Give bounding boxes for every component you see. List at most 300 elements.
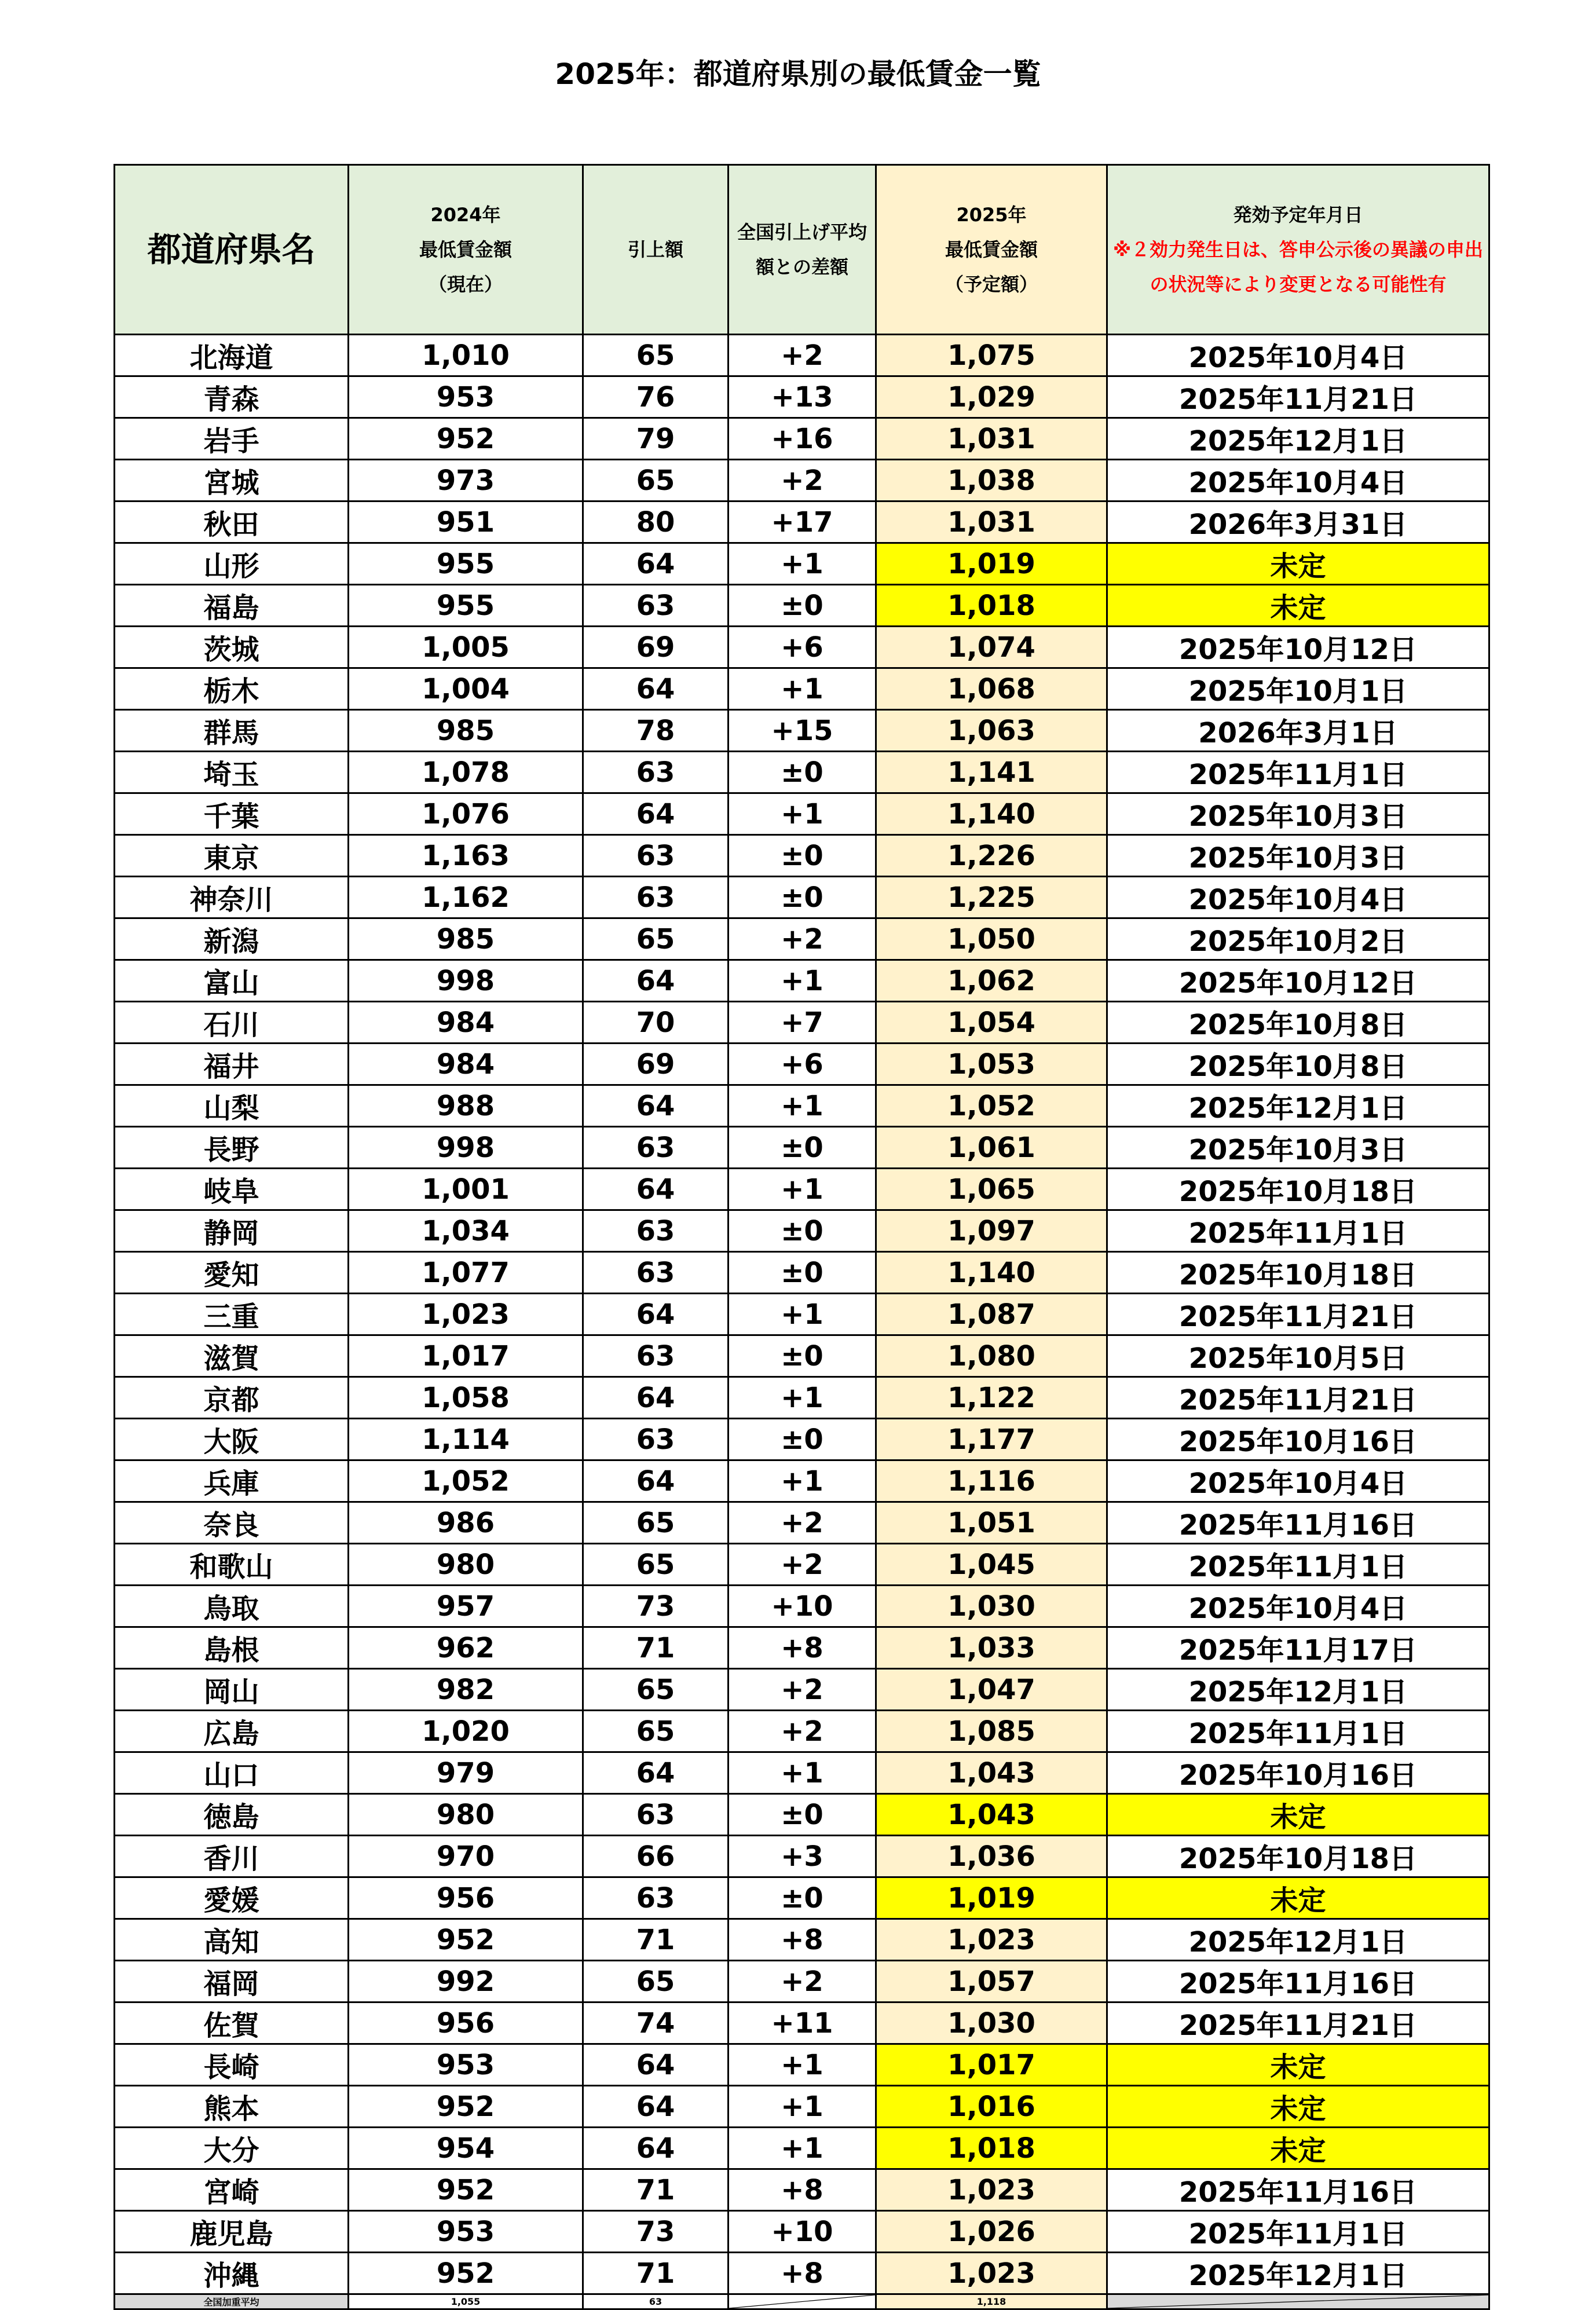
cell-wage-2024: 952 — [349, 418, 583, 460]
cell-wage-2025: 1,019 — [876, 1877, 1107, 1919]
table-row — [115, 460, 1489, 501]
table-row — [115, 1836, 1489, 1877]
table-row — [115, 918, 1489, 960]
cell-raise: 65 — [583, 460, 729, 501]
cell-prefecture: 大分 — [115, 2128, 349, 2169]
table-row — [115, 501, 1489, 543]
diagonal-line — [1108, 2295, 1488, 2308]
cell-wage-2025: 1,023 — [876, 1919, 1107, 1961]
cell-raise: 63 — [583, 1210, 729, 1252]
cell-diff: +1 — [729, 1377, 876, 1419]
table-row — [115, 1544, 1489, 1586]
cell-prefecture: 神奈川 — [115, 877, 349, 918]
cell-wage-2024: 1,078 — [349, 752, 583, 793]
cell-wage-2025: 1,016 — [876, 2086, 1107, 2128]
cell-wage-2024: 973 — [349, 460, 583, 501]
cell-wage-2024: 1,034 — [349, 1210, 583, 1252]
cell-diff: +8 — [729, 1919, 876, 1961]
cell-wage-2024: 953 — [349, 2211, 583, 2253]
table-body — [115, 335, 1489, 2294]
cell-wage-2024: 956 — [349, 1877, 583, 1919]
cell-raise: 64 — [583, 2128, 729, 2169]
cell-effective-date: 未定 — [1107, 585, 1489, 627]
cell-raise: 63 — [583, 1877, 729, 1919]
cell-raise: 71 — [583, 1919, 729, 1961]
cell-effective-date: 2025年11月17日 — [1107, 1627, 1489, 1669]
cell-diff: +2 — [729, 335, 876, 376]
cell-wage-2024: 984 — [349, 1044, 583, 1085]
cell-raise: 70 — [583, 1002, 729, 1044]
cell-diff: ±0 — [729, 752, 876, 793]
cell-effective-date: 2025年11月1日 — [1107, 1210, 1489, 1252]
cell-effective-date: 2025年11月16日 — [1107, 1502, 1489, 1544]
cell-raise: 65 — [583, 1544, 729, 1586]
cell-effective-date: 2025年11月21日 — [1107, 2003, 1489, 2044]
table-row — [115, 1044, 1489, 1085]
cell-diff: +2 — [729, 918, 876, 960]
cell-prefecture: 大阪 — [115, 1419, 349, 1460]
cell-effective-date: 2025年12月1日 — [1107, 1085, 1489, 1127]
cell-raise: 63 — [583, 752, 729, 793]
table-row — [115, 668, 1489, 710]
total-wage-2024: 1,055 — [349, 2294, 583, 2309]
cell-effective-date: 2025年10月8日 — [1107, 1002, 1489, 1044]
cell-effective-date: 2025年10月4日 — [1107, 335, 1489, 376]
cell-effective-date: 2025年10月12日 — [1107, 960, 1489, 1002]
cell-wage-2025: 1,226 — [876, 835, 1107, 877]
cell-wage-2024: 998 — [349, 1127, 583, 1169]
cell-wage-2025: 1,141 — [876, 752, 1107, 793]
cell-wage-2024: 1,162 — [349, 877, 583, 918]
cell-wage-2025: 1,061 — [876, 1127, 1107, 1169]
cell-wage-2025: 1,140 — [876, 793, 1107, 835]
table-row — [115, 1627, 1489, 1669]
table-row — [115, 335, 1489, 376]
cell-wage-2025: 1,019 — [876, 543, 1107, 585]
cell-prefecture: 山形 — [115, 543, 349, 585]
cell-prefecture: 北海道 — [115, 335, 349, 376]
cell-wage-2025: 1,116 — [876, 1460, 1107, 1502]
header-diff: 全国引上げ平均額との差額 — [729, 165, 876, 335]
cell-effective-date: 2025年11月1日 — [1107, 752, 1489, 793]
cell-raise: 64 — [583, 1460, 729, 1502]
cell-prefecture: 奈良 — [115, 1502, 349, 1544]
cell-wage-2025: 1,031 — [876, 418, 1107, 460]
cell-raise: 64 — [583, 793, 729, 835]
cell-effective-date: 2025年10月5日 — [1107, 1335, 1489, 1377]
cell-effective-date: 2026年3月31日 — [1107, 501, 1489, 543]
cell-raise: 64 — [583, 668, 729, 710]
cell-wage-2025: 1,017 — [876, 2044, 1107, 2086]
cell-prefecture: 三重 — [115, 1294, 349, 1335]
cell-raise: 65 — [583, 1669, 729, 1711]
cell-raise: 65 — [583, 335, 729, 376]
cell-effective-date: 2025年10月1日 — [1107, 668, 1489, 710]
cell-wage-2025: 1,029 — [876, 376, 1107, 418]
cell-diff: +3 — [729, 1836, 876, 1877]
cell-wage-2024: 1,114 — [349, 1419, 583, 1460]
cell-wage-2024: 1,076 — [349, 793, 583, 835]
cell-raise: 63 — [583, 1419, 729, 1460]
cell-effective-date: 未定 — [1107, 543, 1489, 585]
cell-wage-2025: 1,038 — [876, 460, 1107, 501]
header-wage-2024 — [349, 165, 583, 335]
cell-effective-date: 2025年11月21日 — [1107, 1377, 1489, 1419]
cell-wage-2024: 956 — [349, 2003, 583, 2044]
cell-raise: 69 — [583, 1044, 729, 1085]
cell-wage-2024: 952 — [349, 2086, 583, 2128]
cell-wage-2025: 1,057 — [876, 1961, 1107, 2003]
table-row — [115, 1419, 1489, 1460]
table-row — [115, 1335, 1489, 1377]
cell-raise: 74 — [583, 2003, 729, 2044]
table-row — [115, 1252, 1489, 1294]
cell-diff: +10 — [729, 2211, 876, 2253]
cell-diff: +1 — [729, 1752, 876, 1794]
table-row — [115, 2169, 1489, 2211]
cell-wage-2025: 1,050 — [876, 918, 1107, 960]
table-row — [115, 2003, 1489, 2044]
cell-effective-date: 未定 — [1107, 2044, 1489, 2086]
cell-wage-2024: 1,077 — [349, 1252, 583, 1294]
cell-diff: +8 — [729, 2169, 876, 2211]
table-row — [115, 1127, 1489, 1169]
cell-prefecture: 秋田 — [115, 501, 349, 543]
cell-raise: 64 — [583, 2086, 729, 2128]
cell-wage-2024: 1,005 — [349, 627, 583, 668]
cell-prefecture: 岡山 — [115, 1669, 349, 1711]
cell-wage-2024: 984 — [349, 1002, 583, 1044]
cell-wage-2024: 951 — [349, 501, 583, 543]
cell-wage-2024: 957 — [349, 1586, 583, 1627]
cell-wage-2025: 1,054 — [876, 1002, 1107, 1044]
header-wage-2024-line2: 最低賃金額 — [419, 239, 512, 261]
header-effective-date-note: ※２効力発生日は、答申公示後の異議の申出の状況等により変更となる可能性有 — [1112, 239, 1484, 295]
cell-raise: 64 — [583, 1752, 729, 1794]
table-row — [115, 793, 1489, 835]
cell-effective-date: 2025年10月2日 — [1107, 918, 1489, 960]
cell-wage-2025: 1,053 — [876, 1044, 1107, 1085]
header-wage-2024-line1: 2024年 — [430, 204, 501, 226]
diagonal-line — [729, 2295, 875, 2308]
cell-diff: ±0 — [729, 835, 876, 877]
cell-prefecture: 栃木 — [115, 668, 349, 710]
cell-wage-2025: 1,063 — [876, 710, 1107, 752]
cell-wage-2024: 980 — [349, 1544, 583, 1586]
cell-effective-date: 2025年11月16日 — [1107, 2169, 1489, 2211]
cell-raise: 76 — [583, 376, 729, 418]
table-row — [115, 1502, 1489, 1544]
cell-effective-date: 未定 — [1107, 2128, 1489, 2169]
cell-wage-2024: 1,001 — [349, 1169, 583, 1210]
cell-prefecture: 福島 — [115, 585, 349, 627]
cell-diff: ±0 — [729, 1252, 876, 1294]
cell-effective-date: 2025年10月18日 — [1107, 1169, 1489, 1210]
table-row — [115, 2253, 1489, 2294]
cell-prefecture: 長野 — [115, 1127, 349, 1169]
cell-effective-date: 2025年12月1日 — [1107, 1669, 1489, 1711]
cell-diff: +1 — [729, 2128, 876, 2169]
header-effective-date — [1107, 165, 1489, 335]
cell-wage-2024: 955 — [349, 585, 583, 627]
cell-wage-2025: 1,097 — [876, 1210, 1107, 1252]
cell-diff: +11 — [729, 2003, 876, 2044]
cell-diff: +2 — [729, 1961, 876, 2003]
cell-diff: +1 — [729, 960, 876, 1002]
cell-diff: +2 — [729, 1711, 876, 1752]
cell-raise: 64 — [583, 1294, 729, 1335]
table-row — [115, 1586, 1489, 1627]
cell-diff: +13 — [729, 376, 876, 418]
cell-wage-2025: 1,052 — [876, 1085, 1107, 1127]
cell-prefecture: 石川 — [115, 1002, 349, 1044]
cell-wage-2025: 1,026 — [876, 2211, 1107, 2253]
cell-prefecture: 愛知 — [115, 1252, 349, 1294]
cell-prefecture: 熊本 — [115, 2086, 349, 2128]
cell-effective-date: 2025年10月18日 — [1107, 1252, 1489, 1294]
cell-effective-date: 2025年12月1日 — [1107, 1919, 1489, 1961]
total-wage-2025: 1,118 — [876, 2294, 1107, 2309]
cell-wage-2024: 1,010 — [349, 335, 583, 376]
cell-raise: 64 — [583, 1377, 729, 1419]
cell-effective-date: 2025年10月4日 — [1107, 877, 1489, 918]
cell-prefecture: 徳島 — [115, 1794, 349, 1836]
cell-prefecture: 福井 — [115, 1044, 349, 1085]
cell-prefecture: 兵庫 — [115, 1460, 349, 1502]
cell-raise: 64 — [583, 1169, 729, 1210]
table-row — [115, 1169, 1489, 1210]
cell-prefecture: 福岡 — [115, 1961, 349, 2003]
cell-effective-date: 2025年11月1日 — [1107, 1711, 1489, 1752]
cell-wage-2024: 970 — [349, 1836, 583, 1877]
header-wage-2024-line3: （現在） — [428, 273, 503, 295]
cell-wage-2025: 1,030 — [876, 1586, 1107, 1627]
cell-wage-2024: 1,020 — [349, 1711, 583, 1752]
cell-prefecture: 山口 — [115, 1752, 349, 1794]
header-wage-2025-line2: 最低賃金額 — [945, 239, 1038, 261]
cell-raise: 63 — [583, 1335, 729, 1377]
cell-effective-date: 2025年10月4日 — [1107, 460, 1489, 501]
cell-diff: +16 — [729, 418, 876, 460]
cell-effective-date: 2025年10月3日 — [1107, 793, 1489, 835]
header-wage-2025-line3: （予定額） — [945, 273, 1038, 295]
cell-raise: 80 — [583, 501, 729, 543]
cell-prefecture: 茨城 — [115, 627, 349, 668]
cell-wage-2025: 1,023 — [876, 2253, 1107, 2294]
table-row — [115, 1669, 1489, 1711]
page-title: 2025年：都道府県別の最低賃金一覧 — [555, 57, 1041, 91]
cell-raise: 63 — [583, 1794, 729, 1836]
cell-wage-2024: 998 — [349, 960, 583, 1002]
cell-wage-2025: 1,080 — [876, 1335, 1107, 1377]
cell-wage-2024: 1,163 — [349, 835, 583, 877]
cell-effective-date: 2025年10月12日 — [1107, 627, 1489, 668]
cell-diff: ±0 — [729, 1210, 876, 1252]
total-label: 全国加重平均 — [115, 2294, 349, 2309]
cell-prefecture: 和歌山 — [115, 1544, 349, 1586]
table-row — [115, 2044, 1489, 2086]
cell-prefecture: 広島 — [115, 1711, 349, 1752]
cell-raise: 64 — [583, 1085, 729, 1127]
table-row — [115, 1294, 1489, 1335]
cell-diff: +10 — [729, 1586, 876, 1627]
cell-prefecture: 佐賀 — [115, 2003, 349, 2044]
table-row — [115, 1460, 1489, 1502]
cell-effective-date: 2025年10月3日 — [1107, 1127, 1489, 1169]
cell-effective-date: 2025年10月16日 — [1107, 1419, 1489, 1460]
cell-raise: 71 — [583, 1627, 729, 1669]
cell-prefecture: 新潟 — [115, 918, 349, 960]
cell-raise: 63 — [583, 1127, 729, 1169]
cell-wage-2025: 1,051 — [876, 1502, 1107, 1544]
cell-raise: 65 — [583, 1711, 729, 1752]
cell-wage-2025: 1,023 — [876, 2169, 1107, 2211]
total-date-empty — [1107, 2294, 1489, 2309]
cell-diff: +2 — [729, 1669, 876, 1711]
cell-effective-date: 2025年10月4日 — [1107, 1460, 1489, 1502]
cell-wage-2024: 979 — [349, 1752, 583, 1794]
cell-diff: +2 — [729, 1544, 876, 1586]
table-row — [115, 1210, 1489, 1252]
cell-wage-2024: 982 — [349, 1669, 583, 1711]
cell-prefecture: 宮城 — [115, 460, 349, 501]
cell-prefecture: 高知 — [115, 1919, 349, 1961]
cell-diff: +7 — [729, 1002, 876, 1044]
cell-wage-2025: 1,087 — [876, 1294, 1107, 1335]
table-row — [115, 1377, 1489, 1419]
cell-effective-date: 2025年11月21日 — [1107, 1294, 1489, 1335]
cell-prefecture: 鳥取 — [115, 1586, 349, 1627]
header-row — [115, 165, 1489, 335]
cell-prefecture: 静岡 — [115, 1210, 349, 1252]
table-row — [115, 1752, 1489, 1794]
table-row — [115, 960, 1489, 1002]
header-wage-2025 — [876, 165, 1107, 335]
cell-wage-2024: 1,023 — [349, 1294, 583, 1335]
cell-wage-2024: 953 — [349, 2044, 583, 2086]
cell-wage-2025: 1,047 — [876, 1669, 1107, 1711]
cell-prefecture: 長崎 — [115, 2044, 349, 2086]
cell-prefecture: 埼玉 — [115, 752, 349, 793]
cell-wage-2025: 1,074 — [876, 627, 1107, 668]
table-row — [115, 1794, 1489, 1836]
cell-wage-2024: 980 — [349, 1794, 583, 1836]
cell-raise: 79 — [583, 418, 729, 460]
cell-raise: 63 — [583, 585, 729, 627]
cell-wage-2024: 962 — [349, 1627, 583, 1669]
cell-prefecture: 島根 — [115, 1627, 349, 1669]
cell-wage-2024: 955 — [349, 543, 583, 585]
cell-raise: 64 — [583, 960, 729, 1002]
table-row — [115, 877, 1489, 918]
cell-prefecture: 京都 — [115, 1377, 349, 1419]
table-row — [115, 1961, 1489, 2003]
cell-diff: +1 — [729, 1085, 876, 1127]
cell-wage-2025: 1,043 — [876, 1752, 1107, 1794]
cell-prefecture: 香川 — [115, 1836, 349, 1877]
total-diff-empty — [729, 2294, 876, 2309]
cell-effective-date: 2025年10月8日 — [1107, 1044, 1489, 1085]
cell-diff: ±0 — [729, 877, 876, 918]
cell-diff: +8 — [729, 1627, 876, 1669]
table-row — [115, 543, 1489, 585]
cell-prefecture: 富山 — [115, 960, 349, 1002]
cell-prefecture: 鹿児島 — [115, 2211, 349, 2253]
cell-prefecture: 岐阜 — [115, 1169, 349, 1210]
table-row — [115, 2086, 1489, 2128]
table-row — [115, 752, 1489, 793]
table-row — [115, 418, 1489, 460]
cell-diff: +17 — [729, 501, 876, 543]
cell-wage-2024: 1,058 — [349, 1377, 583, 1419]
cell-effective-date: 2025年11月1日 — [1107, 1544, 1489, 1586]
cell-wage-2024: 953 — [349, 376, 583, 418]
cell-wage-2025: 1,068 — [876, 668, 1107, 710]
cell-diff: ±0 — [729, 1419, 876, 1460]
cell-diff: ±0 — [729, 585, 876, 627]
cell-effective-date: 未定 — [1107, 2086, 1489, 2128]
cell-raise: 63 — [583, 835, 729, 877]
cell-wage-2025: 1,030 — [876, 2003, 1107, 2044]
cell-wage-2025: 1,043 — [876, 1794, 1107, 1836]
cell-wage-2025: 1,036 — [876, 1836, 1107, 1877]
cell-diff: +1 — [729, 1294, 876, 1335]
cell-prefecture: 群馬 — [115, 710, 349, 752]
cell-wage-2025: 1,122 — [876, 1377, 1107, 1419]
cell-wage-2025: 1,075 — [876, 335, 1107, 376]
cell-raise: 71 — [583, 2253, 729, 2294]
table-row — [115, 1877, 1489, 1919]
cell-diff: ±0 — [729, 1877, 876, 1919]
cell-raise: 63 — [583, 877, 729, 918]
cell-raise: 64 — [583, 2044, 729, 2086]
cell-raise: 73 — [583, 2211, 729, 2253]
cell-wage-2025: 1,018 — [876, 2128, 1107, 2169]
minimum-wage-table — [114, 164, 1490, 2310]
cell-effective-date: 2025年12月1日 — [1107, 418, 1489, 460]
cell-wage-2025: 1,045 — [876, 1544, 1107, 1586]
cell-diff: +1 — [729, 2086, 876, 2128]
cell-wage-2024: 952 — [349, 2253, 583, 2294]
cell-effective-date: 2025年10月3日 — [1107, 835, 1489, 877]
cell-raise: 66 — [583, 1836, 729, 1877]
cell-diff: +2 — [729, 1502, 876, 1544]
cell-raise: 65 — [583, 918, 729, 960]
cell-diff: +15 — [729, 710, 876, 752]
cell-effective-date: 2025年11月1日 — [1107, 2211, 1489, 2253]
cell-wage-2025: 1,031 — [876, 501, 1107, 543]
cell-diff: +2 — [729, 460, 876, 501]
cell-prefecture: 千葉 — [115, 793, 349, 835]
cell-wage-2025: 1,062 — [876, 960, 1107, 1002]
cell-wage-2024: 988 — [349, 1085, 583, 1127]
cell-effective-date: 未定 — [1107, 1794, 1489, 1836]
cell-diff: +1 — [729, 668, 876, 710]
cell-wage-2024: 952 — [349, 2169, 583, 2211]
cell-wage-2024: 1,004 — [349, 668, 583, 710]
cell-prefecture: 宮崎 — [115, 2169, 349, 2211]
cell-prefecture: 沖縄 — [115, 2253, 349, 2294]
table-row — [115, 1002, 1489, 1044]
cell-raise: 71 — [583, 2169, 729, 2211]
cell-prefecture: 滋賀 — [115, 1335, 349, 1377]
table-row — [115, 2211, 1489, 2253]
table-row — [115, 1085, 1489, 1127]
cell-wage-2025: 1,033 — [876, 1627, 1107, 1669]
cell-raise: 65 — [583, 1961, 729, 2003]
cell-diff: +1 — [729, 543, 876, 585]
header-effective-date-label: 発効予定年月日 — [1233, 204, 1363, 226]
